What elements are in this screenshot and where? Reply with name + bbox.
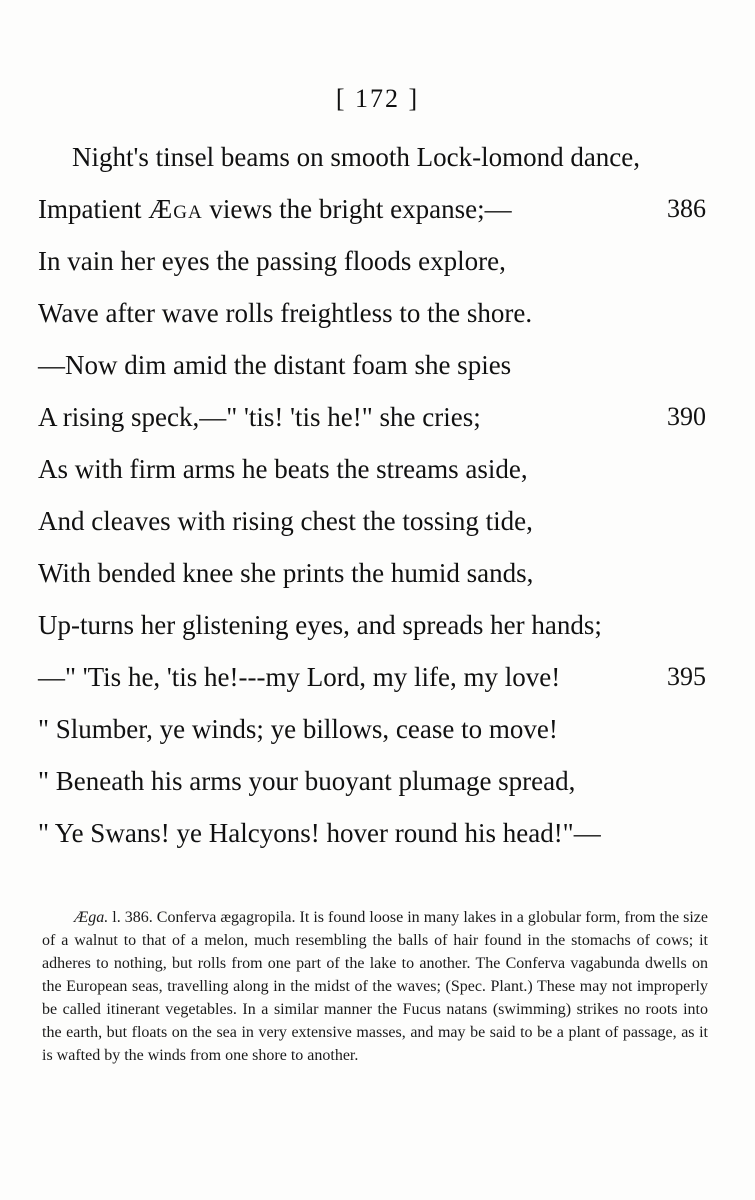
verse-text: Wave after wave rolls freightless to the shore. bbox=[38, 298, 533, 328]
verse-text-part: Impatient bbox=[38, 194, 149, 224]
verse-line bbox=[38, 651, 710, 703]
verse-text: " Beneath his arms your buoyant plumage spread, bbox=[38, 766, 576, 796]
verse-line bbox=[38, 391, 710, 443]
verse-line bbox=[38, 599, 710, 651]
verse-text: In vain her eyes the passing floods explore, bbox=[38, 246, 506, 276]
verse-text: A rising speck,—" 'tis! 'tis he!" she cries; bbox=[38, 402, 481, 432]
verse-line bbox=[38, 755, 710, 807]
verse-line bbox=[38, 287, 710, 339]
verse-text: Up-turns her glistening eyes, and spreads her hands; bbox=[38, 610, 602, 640]
footnote-reference: Æga. bbox=[74, 909, 109, 926]
verse-text-part: views the bright expanse;— bbox=[202, 194, 512, 224]
footnote bbox=[42, 906, 708, 1067]
footnote-text: l. 386. Conferva ægagropila. It is found loose in many lakes in a globular form, from the size of a walnut to that of a melon, much resembling the balls of hair found in the stomachs of cows; it adheres to nothing, but rolls from one part of the lake to another. The Conferva vagabunda dwells on the European seas, travelling along in the midst of the waves; (Spec. Plant.) These may not improperly be called itinerant vegetables. In a similar manner the Fucus natans (swimming) strikes no roots into the earth, but floats on the sea in very extensive masses, and may be said to be a plant of passage, as it is wafted by the winds from one shore to another. bbox=[42, 909, 708, 1064]
verse-text: —Now dim amid the distant foam she spies bbox=[38, 350, 512, 380]
verse-text: " Slumber, ye winds; ye billows, cease to move! bbox=[38, 714, 558, 744]
verse-text: As with firm arms he beats the streams aside, bbox=[38, 454, 528, 484]
verse-text bbox=[38, 194, 512, 224]
verse-line bbox=[38, 443, 710, 495]
verse-text: Night's tinsel beams on smooth Lock-lomond dance, bbox=[72, 142, 641, 172]
verse-line bbox=[38, 183, 710, 235]
verse-text: And cleaves with rising chest the tossing tide, bbox=[38, 506, 533, 536]
verse-line bbox=[38, 807, 710, 859]
line-number: 390 bbox=[667, 402, 706, 431]
character-name: Ægа bbox=[148, 194, 203, 224]
verse-text: " Ye Swans! ye Halcyons! hover round his head!"— bbox=[38, 818, 601, 848]
line-number: 386 bbox=[667, 194, 706, 223]
verse-line bbox=[38, 547, 710, 599]
verse-line bbox=[38, 339, 710, 391]
page-number: [ 172 ] bbox=[335, 84, 420, 113]
line-number: 395 bbox=[667, 662, 706, 691]
poem-stanza bbox=[38, 131, 710, 859]
verse-text: —" 'Tis he, 'tis he!---my Lord, my life, my love! bbox=[38, 662, 561, 692]
verse-line bbox=[38, 703, 710, 755]
verse-line bbox=[38, 235, 710, 287]
verse-line bbox=[38, 131, 710, 183]
verse-line bbox=[38, 495, 710, 547]
verse-text: With bended knee she prints the humid sands, bbox=[38, 558, 534, 588]
